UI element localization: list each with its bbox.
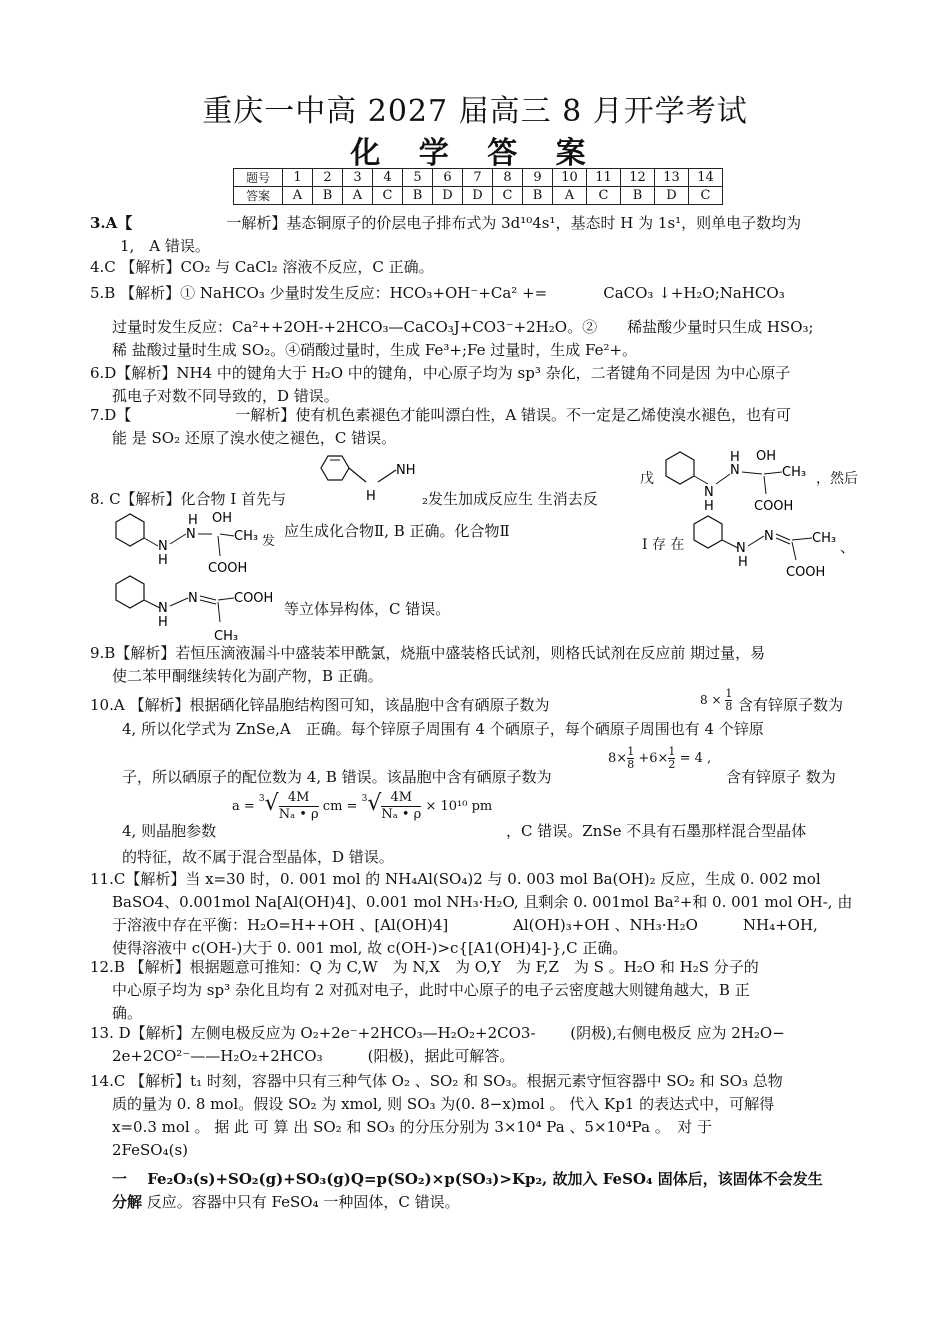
atom-h: H (738, 555, 748, 570)
table-cell-number: 12 (621, 169, 655, 187)
answer-10-line-1b: 含有锌原子数为 (738, 696, 844, 714)
answer-8-line-1b: ₂发生加成反应生 生消去反 (422, 490, 598, 508)
fraction (627, 746, 634, 771)
page-subtitle: 化 学 答 案 (350, 136, 600, 171)
atom-n: N (730, 463, 740, 478)
answer-8-then: ，然后 (816, 471, 858, 487)
answer-5-cont (112, 316, 902, 362)
answer-8-comma: 、 (840, 538, 856, 556)
atom-n: N (736, 541, 746, 556)
answer-3 (90, 212, 890, 258)
group-ch3: CH₃ (214, 629, 239, 644)
answer-14-line-5: 一 Fe₂O₃(s)+SO₂(g)+SO₃(g)Q=p(SO₂)×p(SO₃)>Kp₂, 故加入 FeSO₄ 固体后，该固体不会发生 (112, 1170, 823, 1188)
answer-8-line-1: 8. C【解析】化合物 I 首先与 (90, 490, 287, 508)
answer-10-formula-b (608, 746, 711, 771)
atom-n: N (764, 529, 774, 544)
answer-6-line-1: 6.D【解析】NH4 中的键角大于 H₂O 中的键角，中心原子均为 sp³ 杂化，二者键角不同是因 为中心原子 (90, 364, 791, 382)
answer-12-line-3: 确。 (112, 1004, 143, 1022)
answer-9 (90, 642, 890, 688)
formula-pm: × 10¹⁰ pm (425, 799, 493, 814)
table-cell-number: 14 (689, 169, 723, 187)
row-label-number: 题号 (234, 169, 283, 187)
table-cell-answer: A (553, 187, 587, 205)
answer-13 (90, 1022, 890, 1068)
table-cell-number: 2 (313, 169, 343, 187)
table-row-numbers (234, 169, 723, 187)
table-cell-answer: B (403, 187, 433, 205)
molecule-phenylhydrazine (308, 448, 428, 512)
numerator: 1 (668, 745, 676, 758)
table-cell-number: 7 (463, 169, 493, 187)
table-cell-answer: B (621, 187, 655, 205)
atom-n: N (158, 601, 168, 616)
atom-h: H (704, 499, 714, 514)
numerator: 4M (279, 790, 319, 807)
molecule-adduct-left (108, 506, 278, 582)
answer-6 (90, 362, 890, 408)
denominator: 2 (668, 758, 676, 771)
answer-11-line-2: BaSO4、0.001mol Na[Al(OH)4]、0.001 mol NH₃·H₂O, 且剩余 0. 001mol Ba²+和 0. 001 mol OH-, 由 (112, 893, 853, 911)
answer-14-line-4: 2FeSO₄(s) (112, 1141, 188, 1159)
answer-10-formula-a (700, 688, 732, 713)
fraction (381, 790, 421, 823)
fraction (668, 746, 675, 771)
answer-10-line-3: 子，所以硒原子的配位数为 4, B 错误。该晶胞中含有硒原子数为 (122, 768, 552, 786)
molecule-stereoisomer (108, 572, 284, 648)
answer-14-line-1: 14.C 【解析】t₁ 时刻，容器中只有三种气体 O₂ 、SO₂ 和 SO₃。根据元素守恒容器中 SO₂ 和 SO₃ 总物 (90, 1072, 783, 1090)
answer-13-line-1: 13. D【解析】左侧电极反应为 O₂+2e⁻+2HCO₃—H₂O₂+2CO3- (阴极),右侧电极反 应为 2H₂O− (90, 1024, 785, 1042)
answer-13-line-2: 2e+2CO²⁻——H₂O₂+2HCO₃ (阳极)，据此可解答。 (112, 1047, 515, 1065)
answer-8-label-b: 发 (262, 534, 276, 549)
group-cooh: COOH (754, 499, 794, 514)
answer-5-line-2: 过量时发生反应：Ca²++2OH-+2HCO₃—CaCO₃J+CO3⁻+2H₂O。② 稀盐酸少量时只生成 HSO₃; (112, 318, 814, 336)
molecule-hydrazone-right (686, 512, 856, 588)
table-cell-answer: C (689, 187, 723, 205)
table-cell-number: 6 (433, 169, 463, 187)
cube-root-index: 3 (361, 794, 368, 804)
answer-3-text: 一解析】基态铜原子的价层电子排布式为 3d¹⁰4s¹，基态时 H 为 1s¹，则单电子数均为 (226, 214, 802, 232)
formula-times: × (711, 693, 722, 707)
denominator: Nₐ • ρ (278, 807, 319, 822)
group-ch3: CH₃ (812, 531, 837, 546)
page-title: 重庆一中高 2027 届高三 8 月开学考试 (202, 94, 748, 129)
answer-6-line-2: 孤电子对数不同导致的，D 错误。 (112, 387, 339, 405)
atom-n: N (158, 539, 168, 554)
answer-11-line-4: 使得溶液中 c(OH-)大于 0. 001 mol, 故 c(OH-)>c{[A1(OH)4]-},C 正确。 (112, 939, 628, 957)
denominator: Nₐ • ρ (381, 807, 422, 822)
table-cell-answer: B (313, 187, 343, 205)
group-ch3: CH₃ (782, 465, 807, 480)
formula-plus: + (638, 751, 650, 766)
group-oh: OH (756, 449, 777, 464)
table-cell-answer: D (463, 187, 493, 205)
answer-11-line-3: 于溶液中存在平衡：H₂O=H++OH 、[Al(OH)4] Al(OH)₃+OH 、NH₃·H₂O NH₄+OH, (112, 916, 818, 934)
numerator: 1 (725, 687, 733, 700)
answer-5-line-3: 稀 盐酸过量时生成 SO₂。④硝酸过量时，生成 Fe³+;Fe 过量时，生成 Fe²+。 (112, 341, 638, 359)
numerator: 4M (381, 790, 421, 807)
answer-10-line-1: 10.A 【解析】根据硒化锌晶胞结构图可知，该晶胞中含有硒原子数为 (90, 696, 550, 714)
table-cell-answer: C (373, 187, 403, 205)
answer-12-line-1: 12.B 【解析】根据题意可推知：Q 为 C,W 为 N,X 为 O,Y 为 F,Z 为 S 。H₂O 和 H₂S 分子的 (90, 958, 759, 976)
atom-n: N (704, 485, 714, 500)
answer-8-line-3: 等立体异构体，C 错误。 (284, 600, 451, 618)
table-cell-number: 8 (493, 169, 523, 187)
table-cell-answer: D (433, 187, 463, 205)
formula-times: × (616, 751, 628, 766)
table-cell-answer: A (283, 187, 313, 205)
atom-h: H (366, 489, 376, 504)
atom-h: H (188, 513, 198, 528)
table-cell-answer: C (493, 187, 523, 205)
table-cell-number: 5 (403, 169, 433, 187)
group-oh: OH (212, 511, 233, 526)
table-cell-answer: D (655, 187, 689, 205)
answer-10-line-4b: ，C 错误。ZnSe 不具有石墨那样混合型晶体 (506, 822, 807, 840)
denominator: 8 (627, 758, 635, 771)
formula-digit: 6 (649, 751, 658, 766)
answer-10-formula-c: a = $^3$√ $\frac{4M}{\text{Nₐ • ρ}}$ cm = $^3$√ $\frac{4M}{\text{Nₐ • ρ}}$ × 10¹⁰ pm (232, 790, 493, 822)
denominator: 8 (725, 700, 733, 713)
answer-4: 4.C 【解析】CO₂ 与 CaCl₂ 溶液不反应，C 正确。 (90, 258, 434, 276)
answer-14-line-2: 质的量为 0. 8 mol。假设 SO₂ 为 xmol, 则 SO₃ 为(0. 8−x)mol 。 代入 Kp1 的表达式中，可解得 (112, 1095, 775, 1113)
group-ch3: CH₃ (234, 529, 259, 544)
fraction (725, 688, 732, 713)
answer-10-line-5: 的特征，故不属于混合型晶体，D 错误。 (122, 848, 394, 866)
answer-7-number: 7.D【 (90, 406, 132, 424)
numerator: 1 (627, 745, 635, 758)
table-cell-number: 4 (373, 169, 403, 187)
answer-8-exists: I 存 在 (642, 537, 685, 553)
answer-table (233, 168, 723, 205)
answer-14-line-3: x=0.3 mol 。 据 此 可 算 出 SO₂ 和 SO₃ 的分压分别为 3×10⁴ Pa 、5×10⁴Pa 。 对 于 (112, 1118, 713, 1136)
answer-14-line-6a: 分解 (112, 1193, 143, 1211)
atom-n: N (186, 527, 196, 542)
table-cell-answer: B (523, 187, 553, 205)
atom-n: N (188, 591, 198, 606)
table-cell-number: 13 (655, 169, 689, 187)
answer-9-line-1: 9.B【解析】若恒压滴液漏斗中盛装苯甲酰氯，烧瓶中盛装格氏试剂，则格氏试剂在反应前 期过量，易 (90, 644, 766, 662)
table-cell-number: 10 (553, 169, 587, 187)
table-cell-number: 1 (283, 169, 313, 187)
answer-12 (90, 956, 890, 1025)
answer-11-line-1: 11.C【解析】当 x=30 时，0. 001 mol 的 NH₄Al(SO₄)2 与 0. 003 mol Ba(OH)₂ 反应，生成 0. 002 mol (90, 870, 821, 888)
molecule-adduct-right (658, 444, 828, 520)
table-cell-number: 9 (523, 169, 553, 187)
answer-14-line-6b: 反应。容器中只有 FeSO₄ 一种固体，C 错误。 (142, 1193, 460, 1211)
answer-5 (90, 282, 890, 305)
answer-11 (90, 868, 890, 960)
answer-8-label-a: 戊 (640, 471, 654, 487)
atom-h: H (158, 553, 168, 568)
group-cooh: COOH (208, 561, 248, 576)
answer-10-line-4: 4, 则晶胞参数 (122, 822, 217, 840)
answer-7-line-1: 一解析】使有机色素褪色才能叫漂白性，A 错误。不一定是乙烯使溴水褪色，也有可 (235, 406, 791, 424)
answer-10-line-2: 4, 所以化学式为 ZnSe,A 正确。每个锌原子周围有 4 个硒原子，每个硒原子周围也有 4 个锌原 (122, 720, 764, 738)
answer-8-line-2: 应生成化合物Ⅱ, B 正确。化合物Ⅱ (284, 522, 510, 540)
table-cell-answer: C (587, 187, 621, 205)
formula-cm: cm = (322, 799, 358, 814)
answer-14 (90, 1070, 890, 1214)
atom-h: H (730, 450, 740, 465)
formula-times: × (657, 751, 669, 766)
formula-digit: 8 (700, 693, 708, 707)
table-row-answers (234, 187, 723, 205)
answer-3-number: 3.A【 (90, 214, 133, 232)
atom-nh: NH (396, 463, 416, 478)
row-label-answer: 答案 (234, 187, 283, 205)
cube-root-index: 3 (258, 794, 265, 804)
formula-digit: 8 (608, 751, 617, 766)
answer-9-line-2: 使二苯甲酮继续转化为副产物，B 正确。 (112, 667, 383, 685)
answer-3-text-2: 1, A 错误。 (120, 237, 210, 255)
answer-5-line-1: 5.B 【解析】① NaHCO₃ 少量时发生反应：HCO₃+OH⁻+Ca² += (90, 284, 548, 302)
table-cell-answer: A (343, 187, 373, 205)
group-cooh: COOH (234, 591, 274, 606)
table-cell-number: 11 (587, 169, 621, 187)
answer-12-line-2: 中心原子均为 sp³ 杂化且均有 2 对孤对电子，此时中心原子的电子云密度越大则键角越大，B 正 (112, 981, 750, 999)
answer-10-line-3b: 含有锌原子 数为 (726, 768, 836, 786)
formula-result: = 4 , (679, 751, 712, 766)
fraction (279, 790, 319, 823)
answer-5-line-1b: CaCO₃ ↓+H₂O;NaHCO₃ (603, 284, 785, 302)
group-cooh: COOH (786, 565, 826, 580)
formula-a: a = (232, 799, 255, 814)
atom-h: H (158, 615, 168, 630)
table-cell-number: 3 (343, 169, 373, 187)
answer-7-line-2: 能 是 SO₂ 还原了溴水使之褪色，C 错误。 (112, 429, 397, 447)
